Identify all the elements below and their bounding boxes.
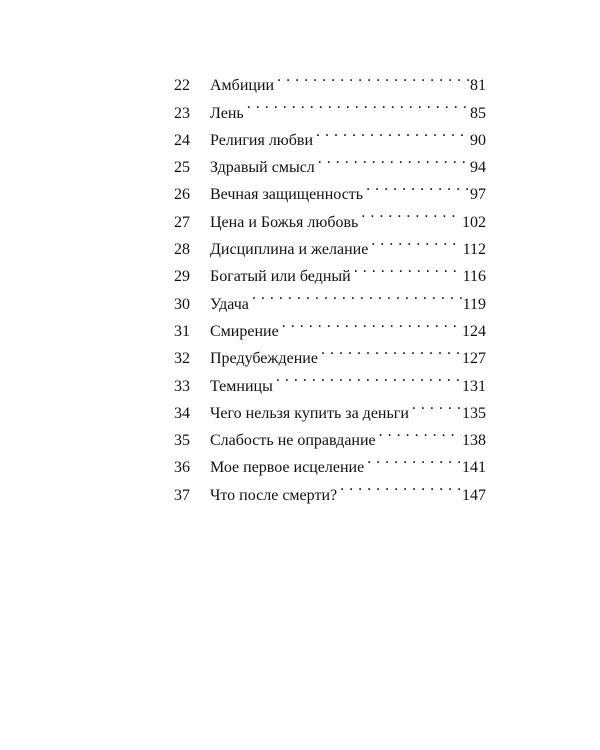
page-number: 138 <box>462 432 486 450</box>
page-number: 112 <box>462 241 486 259</box>
table-of-contents <box>174 63 486 504</box>
chapter-title: Предубеждение <box>210 350 318 368</box>
chapter-number: 37 <box>174 486 190 504</box>
chapter-title: Религия любви <box>210 131 314 149</box>
chapter-title: Удача <box>210 295 249 313</box>
chapter-number: 24 <box>174 131 190 149</box>
dot-leader <box>252 281 462 308</box>
dot-leader <box>276 363 461 390</box>
chapter-title: Что после смерти? <box>210 486 338 504</box>
page-number: 116 <box>462 268 486 286</box>
dot-leader <box>367 445 461 472</box>
page-number: 85 <box>470 104 486 122</box>
chapter-title: Вечная защищенность <box>210 186 364 204</box>
chapter-title: Богатый или бедный <box>210 268 351 286</box>
chapter-number: 31 <box>174 322 190 340</box>
page-number: 81 <box>470 77 486 95</box>
chapter-title: Слабость не оправдание <box>210 432 376 450</box>
chapter-number: 27 <box>174 213 190 231</box>
page-number: 97 <box>470 186 486 204</box>
dot-leader <box>316 118 469 145</box>
dot-leader <box>340 472 461 499</box>
page-number: 147 <box>462 486 486 504</box>
page-number: 90 <box>470 131 486 149</box>
chapter-title: Амбиции <box>210 77 275 95</box>
page-number: 141 <box>462 459 486 477</box>
page-number: 131 <box>462 377 486 395</box>
dot-leader <box>371 227 461 254</box>
chapter-number: 25 <box>174 159 190 177</box>
chapter-title: Чего нельзя купить за деньги <box>210 404 409 422</box>
chapter-number: 35 <box>174 432 190 450</box>
dot-leader <box>366 172 469 199</box>
chapter-title: Дисциплина и желание <box>210 241 369 259</box>
dot-leader <box>412 391 461 418</box>
toc-entry <box>174 63 486 95</box>
page-number: 94 <box>470 159 486 177</box>
dot-leader <box>318 145 469 172</box>
dot-leader <box>354 254 462 281</box>
dot-leader <box>277 63 469 90</box>
chapter-title: Цена и Божья любовь <box>210 213 359 231</box>
chapter-number: 26 <box>174 186 190 204</box>
dot-leader <box>247 90 469 117</box>
chapter-title: Смирение <box>210 322 279 340</box>
dot-leader <box>361 199 461 226</box>
chapter-number: 34 <box>174 404 190 422</box>
chapter-title: Здравый смысл <box>210 159 315 177</box>
page-number: 127 <box>462 350 486 368</box>
dot-leader <box>379 418 461 445</box>
chapter-number: 32 <box>174 350 190 368</box>
dot-leader <box>282 309 461 336</box>
dot-leader <box>321 336 461 363</box>
page-number: 102 <box>462 213 486 231</box>
chapter-number: 28 <box>174 241 190 259</box>
chapter-number: 33 <box>174 377 190 395</box>
chapter-number: 29 <box>174 268 190 286</box>
chapter-number: 30 <box>174 295 190 313</box>
chapter-number: 22 <box>174 77 190 95</box>
chapter-title: Темницы <box>210 377 273 395</box>
chapter-title: Лень <box>210 104 244 122</box>
chapter-number: 23 <box>174 104 190 122</box>
page-number: 119 <box>462 295 486 313</box>
page-number: 135 <box>462 404 486 422</box>
page-number: 124 <box>462 322 486 340</box>
chapter-number: 36 <box>174 459 190 477</box>
chapter-title: Мое первое исцеление <box>210 459 365 477</box>
